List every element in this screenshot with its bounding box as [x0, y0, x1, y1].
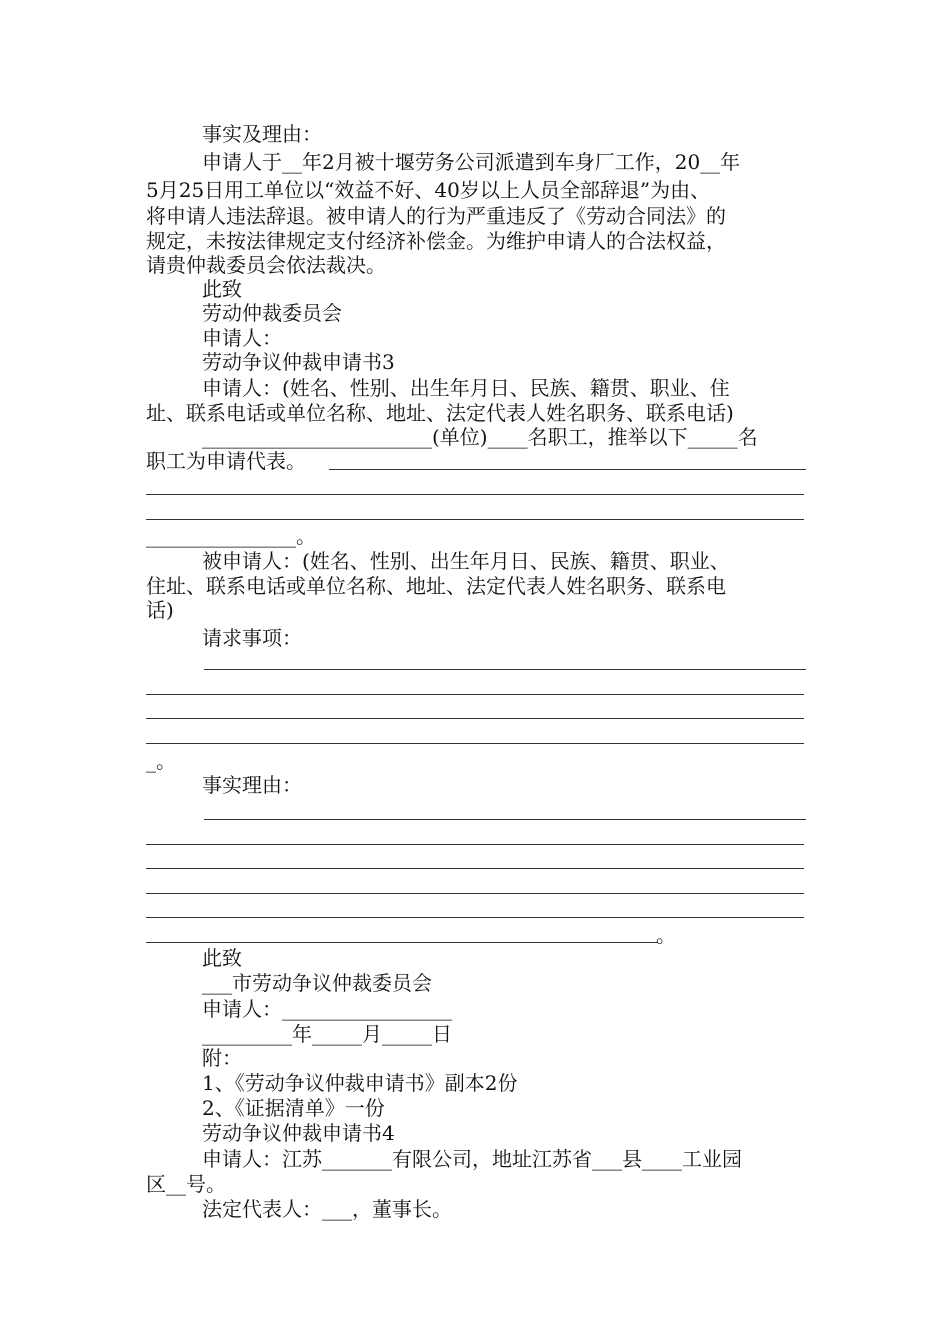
fill-in-rule — [146, 893, 804, 894]
respondent-line-1: 被申请人：(姓名、性别、出生年月日、民族、籍贯、职业、 — [202, 549, 730, 573]
applicant-signature: 申请人： — [202, 326, 282, 350]
representative-end: _______________。 — [146, 524, 316, 548]
attachments-heading: 附： — [202, 1046, 242, 1070]
unit-line: _______________________(单位)____名职工，推举以下_____名 — [202, 425, 758, 449]
fill-in-rule — [146, 694, 804, 695]
facts-para-line-4: 规定，未按法律规定支付经济补偿金。为维护申请人的合法权益， — [146, 229, 726, 253]
recipient-name: ___市劳动争议仲裁委员会 — [202, 971, 432, 995]
legal-representative: 法定代表人：___，董事长。 — [202, 1197, 452, 1221]
applicant-line-2: 址、联系电话或单位名称、地址、法定代表人姓名职务、联系电话) — [146, 401, 734, 425]
closing-salutation: 此致 — [202, 946, 242, 970]
closing-salutation: 此致 — [202, 277, 242, 301]
fill-in-rule — [146, 942, 658, 943]
attachment-item: 2、《证据清单》一份 — [202, 1096, 385, 1120]
attachment-item: 1、《劳动争议仲裁申请书》副本2份 — [202, 1071, 518, 1095]
facts-end: 。 — [656, 923, 676, 947]
fill-in-rule — [329, 469, 806, 470]
date-line: _________年_____月_____日 — [202, 1022, 452, 1046]
fill-in-rule — [146, 718, 804, 719]
recipient-name: 劳动仲裁委员会 — [202, 301, 342, 325]
applicant-line-1: 申请人：江苏_______有限公司，地址江苏省___县____工业园 — [202, 1147, 742, 1171]
fill-in-rule — [204, 819, 806, 820]
applicant-line-2: 区__号。 — [146, 1172, 226, 1196]
fill-in-rule — [146, 868, 804, 869]
claims-heading: 请求事项： — [202, 626, 302, 650]
applicant-signature: 申请人：_________________ — [202, 997, 452, 1021]
fill-in-rule — [146, 917, 804, 918]
claims-end: _。 — [146, 749, 176, 773]
facts-para-line-5: 请贵仲裁委员会依法裁决。 — [146, 253, 386, 277]
fill-in-rule — [146, 519, 804, 520]
respondent-line-3: 话) — [146, 598, 174, 622]
representative-line: 职工为申请代表。 — [146, 449, 306, 473]
fill-in-rule — [204, 669, 806, 670]
fill-in-rule — [146, 743, 804, 744]
applicant-line-1: 申请人：(姓名、性别、出生年月日、民族、籍贯、职业、住 — [202, 376, 730, 400]
fill-in-rule — [146, 494, 804, 495]
respondent-line-2: 住址、联系电话或单位名称、地址、法定代表人姓名职务、联系电 — [146, 574, 726, 598]
facts-para-line-2: 5月25日用工单位以“效益不好、40岁以上人员全部辞退”为由、 — [146, 178, 711, 202]
facts-reason-heading: 事实理由： — [202, 773, 302, 797]
facts-heading: 事实及理由： — [202, 122, 322, 146]
facts-para-line-3: 将申请人违法辞退。被申请人的行为严重违反了《劳动合同法》的 — [146, 204, 726, 228]
section-title: 劳动争议仲裁申请书4 — [202, 1121, 395, 1145]
fill-in-rule — [146, 844, 804, 845]
section-title: 劳动争议仲裁申请书3 — [202, 350, 395, 374]
facts-para-line-1: 申请人于__年2月被十堰劳务公司派遣到车身厂工作，20__年 — [202, 150, 741, 174]
